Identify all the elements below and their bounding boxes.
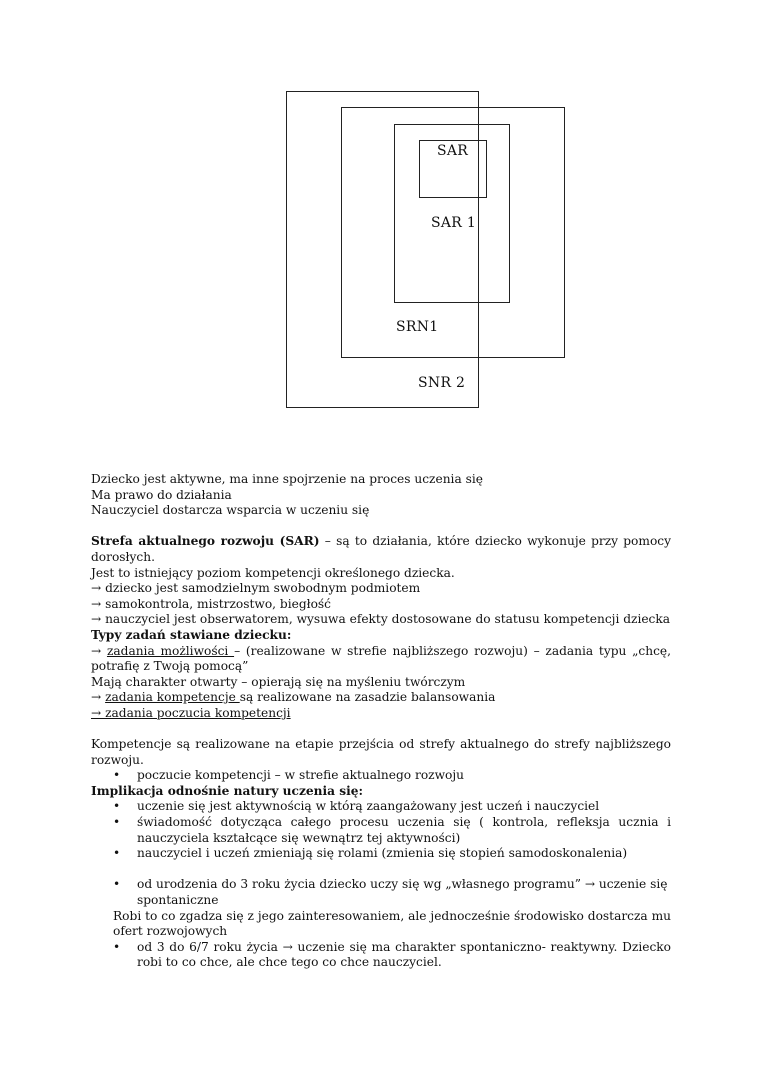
- paragraph: Robi to co zgadza się z jego zainteresowaniem, ale jednocześnie środowisko dostarcza mu ofert rozwojowych: [113, 908, 671, 939]
- arrow-item: → dziecko jest samodzielnym swobodnym podmiotem: [91, 581, 421, 596]
- task-item: → zadania możliwości – (realizowane w strefie najbliższego rozwoju) – zadania typu „chcę, potrafię z Twoją pomocą”: [91, 643, 672, 674]
- sar-title: Strefa aktualnego rozwoju (SAR): [91, 534, 320, 549]
- task-item: → zadania poczucia kompetencji: [91, 705, 291, 720]
- list-item: • uczenie się jest aktywnością w którą zaangażowany jest uczeń i nauczyciel: [113, 799, 600, 814]
- paragraph: Jest to istniejący poziom kompetencji określonego dziecka.: [91, 565, 455, 580]
- implications-title: Implikacja odnośnie natury uczenia się:: [91, 783, 364, 798]
- list-item: • świadomość dotycząca całego procesu uczenia się ( kontrola, refleksja ucznia i nauczyciela kształcące się wewnątrz tej aktywności): [113, 815, 671, 845]
- task-note: Mają charakter otwarty – opierają się na myśleniu twórczym: [91, 674, 466, 689]
- paragraph: Ma prawo do działania: [91, 487, 232, 502]
- paragraph: Nauczyciel dostarcza wsparcia w uczeniu się: [91, 503, 370, 518]
- label-srn1: SRN1: [396, 319, 439, 335]
- list-item: • od 3 do 6/7 roku życia → uczenie się ma charakter spontaniczno- reaktywny. Dziecko robi to co chce, ale chce tego co chce nauczyciel.: [113, 939, 671, 970]
- sar-definition: Strefa aktualnego rozwoju (SAR) – są to działania, które dziecko wykonuje przy pomocy dorosłych.: [91, 534, 671, 564]
- document-body: [91, 472, 671, 971]
- arrow-item: → nauczyciel jest obserwatorem, wysuwa efekty dostosowane do statusu kompetencji dziecka: [91, 612, 671, 627]
- task-item: → zadania kompetencje są realizowane na zasadzie balansowania: [91, 690, 496, 705]
- paragraph: Kompetencje są realizowane na etapie przejścia od strefy aktualnego do strefy najbliższego rozwoju.: [91, 737, 671, 767]
- arrow-item: → samokontrola, mistrzostwo, biegłość: [91, 596, 331, 611]
- label-sar1: SAR 1: [431, 215, 477, 231]
- paragraph: Dziecko jest aktywne, ma inne spojrzenie na proces uczenia się: [91, 472, 483, 486]
- list-item: • od urodzenia do 3 roku życia dziecko uczy się wg „własnego programu” → uczenie się spontaniczne: [113, 877, 668, 908]
- list-item: • nauczyciel i uczeń zmieniają się rolami (zmienia się stopień samodoskonalenia): [113, 846, 628, 861]
- list-item: • poczucie kompetencji – w strefie aktualnego rozwoju: [113, 768, 464, 783]
- tasks-title: Typy zadań stawiane dziecku:: [91, 627, 292, 642]
- label-snr2: SNR 2: [418, 375, 466, 391]
- label-sar: SAR: [437, 143, 469, 159]
